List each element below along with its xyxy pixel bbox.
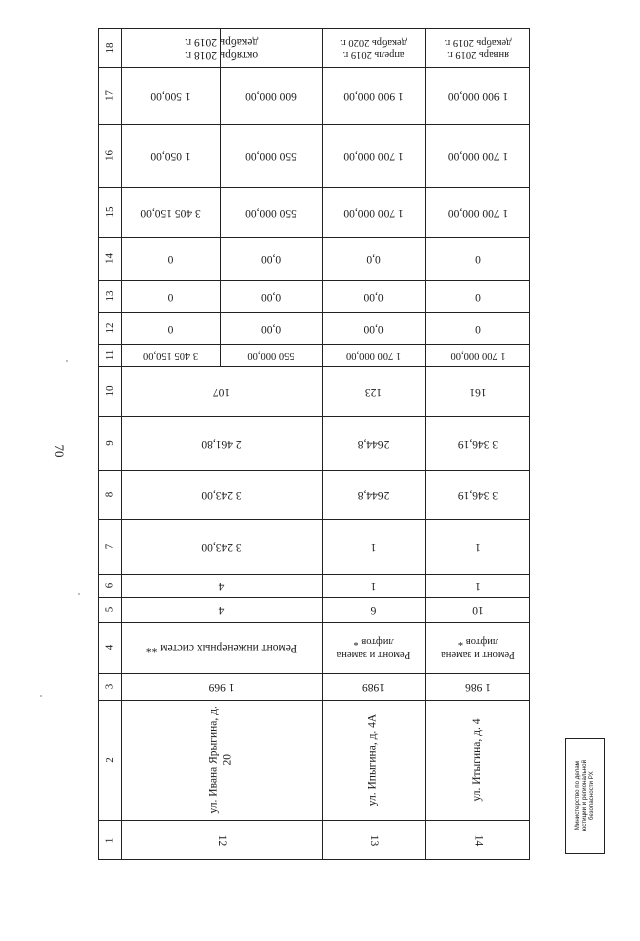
col-header-2: 2 [103,757,116,763]
row13-address: ул. Ипыгина, д. 4А [366,713,379,807]
col-header-12: 12 [103,322,116,334]
row13-period-start: апрель 2019 г. [342,49,405,61]
row12-c17a: 1 500,00 [150,90,191,103]
row12-period [121,29,322,67]
row14-c14: 0 [475,253,481,266]
row14-address: ул. Итыгина, д. 4 [471,718,484,802]
row14-c10: 161 [469,385,487,398]
col-header-14: 14 [103,253,116,264]
col-header-6: 6 [103,582,116,589]
row14-c12: 0 [475,322,481,335]
row12-c6: 4 [218,580,225,593]
row13-period-end: декабрь 2020 г. [340,37,407,48]
row12-c11b: 550 000,00 [247,350,295,362]
col-header-8: 8 [103,491,116,498]
row12-c12b: 0,00 [260,322,282,335]
row13-c8: 2644,8 [357,489,390,502]
row13-c11: 1 700 000,00 [345,350,402,362]
col-header-3: 3 [103,683,116,690]
row14-c16: 1 700 000,00 [447,150,509,163]
row14-c7: 1 [475,541,481,554]
row12-period-end: декабрь 2019 г. [184,36,259,48]
row12-no: 12 [216,834,229,847]
row14-no: 14 [472,834,485,847]
row12-period-start: октябрь 2018 г. [184,49,259,62]
row12-c14b: 0,00 [260,253,282,266]
row12-c5: 4 [218,604,225,617]
row12-c15b: 550 000,00 [245,206,297,219]
col-header-1: 1 [103,837,116,844]
row14-period [425,29,531,67]
row12-c14a: 0 [167,253,174,266]
row13-c14: 0,0 [366,253,381,266]
col-header-5: 5 [103,606,116,613]
row13-c13: 0,00 [363,290,384,303]
row12-c9: 2 461,80 [201,437,242,450]
col-header-9: 9 [103,440,116,446]
row12-year: 1 969 [208,681,235,694]
col-header-11: 11 [103,349,116,361]
row13-c9: 2644,8 [357,437,390,450]
col-header-17: 17 [103,90,116,101]
page-number: 70 [52,444,67,458]
row14-period-start: январь 2019 г. [447,49,509,61]
row12-c11a: 3 405 150,00 [142,350,199,362]
col-header-18: 18 [103,42,116,54]
row14-c6: 1 [475,580,481,593]
row12-c13a: 0 [167,290,174,303]
row12-work: Ремонт инженерных систем ** [145,642,298,655]
col-header-13: 13 [103,290,116,302]
row13-c12: 0,00 [363,322,384,335]
col-header-4: 4 [103,644,116,651]
row14-work-line2: лифтов * [457,636,499,648]
row12-address: ул. Ивана Ярыгина, д. 20 [207,706,234,814]
col-header-15: 15 [103,206,116,218]
row12-c17b: 600 000,00 [245,90,297,103]
stamp-text: Министерство по делам юстиции и региональной безопасности РХ [574,760,596,832]
row14-c17: 1 900 000,00 [447,90,509,103]
row13-work [322,622,425,673]
row14-period-end: декабрь 2019 г. [444,37,512,48]
row12-c12a: 0 [167,322,174,335]
row13-c7: 1 [370,541,377,554]
row13-c15: 1 700 000,00 [343,206,404,219]
col-header-10: 10 [103,385,116,397]
ministry-stamp [565,738,605,854]
row13-work-line1: Ремонт и замена [336,648,411,660]
row14-c8: 3 346,19 [457,489,499,502]
row14-c15: 1 700 000,00 [447,206,509,219]
row12-c10: 107 [212,385,231,398]
row13-year: 1989 [362,681,385,694]
row14-c5: 10 [472,604,484,617]
row14-year: 1 986 [465,681,491,694]
row14-c13: 0 [475,290,481,303]
row13-no: 13 [368,834,381,847]
col-header-7: 7 [103,543,116,550]
row12-c15a: 3 405 150,00 [140,206,201,219]
row12-c16b: 550 000,00 [245,150,297,163]
row13-work-line2: лифтов * [353,636,394,648]
row14-work-line1: Ремонт и замена [441,648,515,660]
row14-work [425,622,531,673]
row13-c10: 123 [364,385,383,398]
row13-period [322,29,425,67]
row14-c11: 1 700 000,00 [450,350,506,362]
row13-c17: 1 900 000,00 [343,90,404,103]
row13-c5: 6 [370,604,377,617]
row14-c9: 3 346,19 [457,437,499,450]
row12-c13b: 0,00 [260,290,282,303]
rotated-table [98,28,530,860]
row13-c16: 1 700 000,00 [343,150,404,163]
col-header-16: 16 [103,150,116,161]
row12-c7: 3 243,00 [201,541,242,554]
row12-c16a: 1 050,00 [150,150,191,163]
row12-c8: 3 243,00 [201,489,242,502]
row13-c6: 1 [370,580,377,593]
